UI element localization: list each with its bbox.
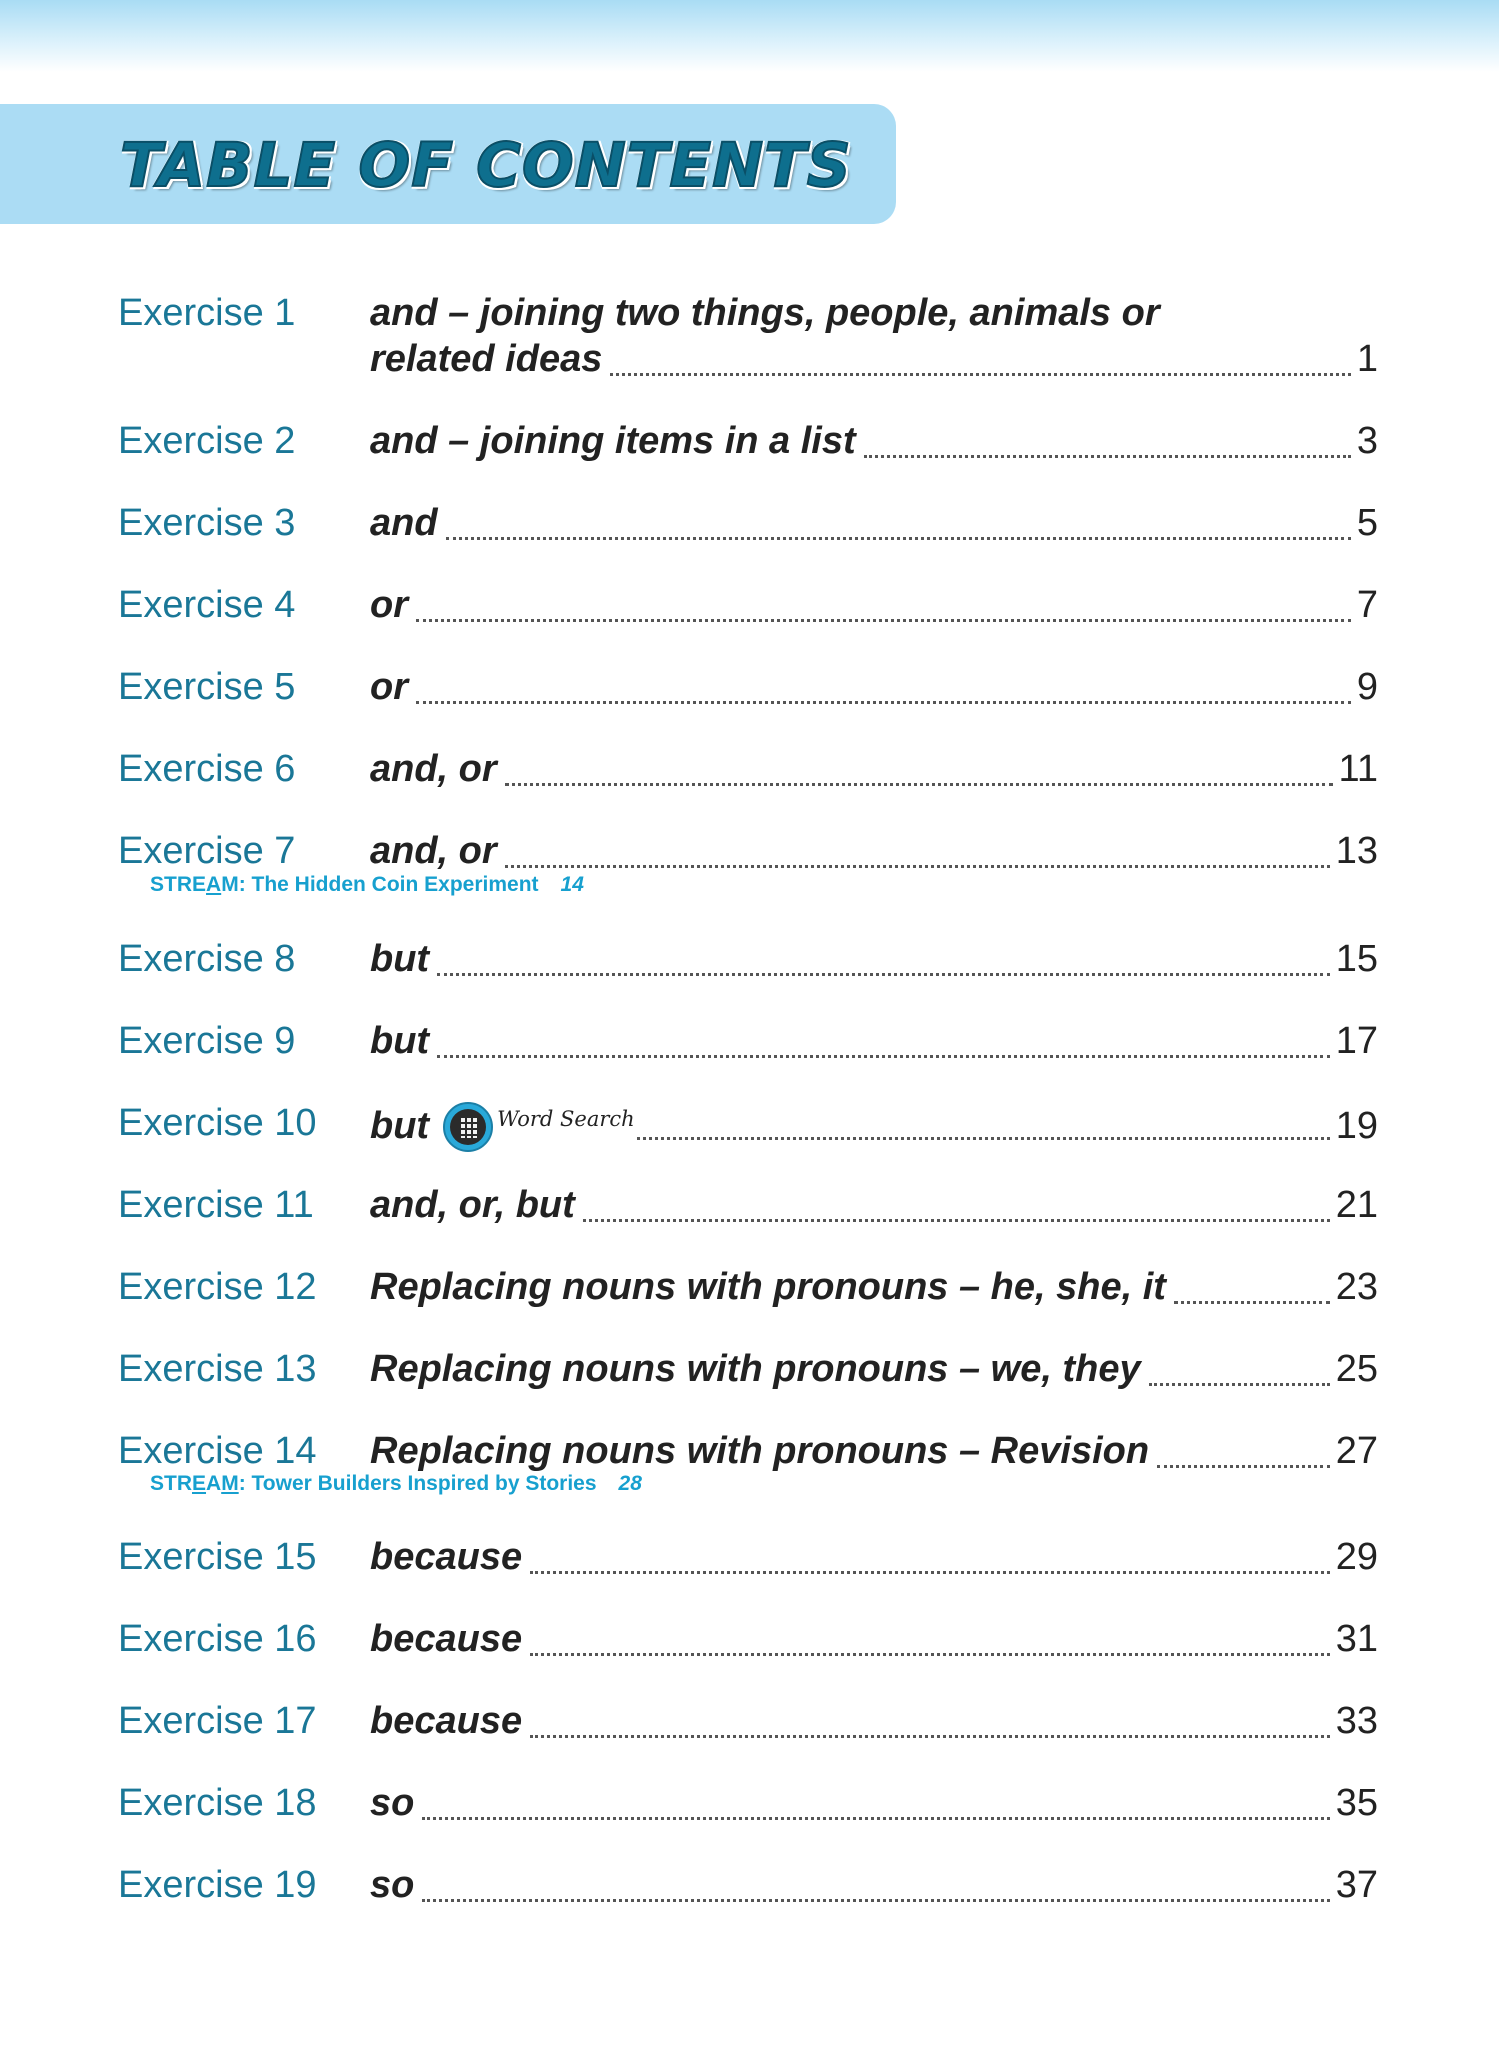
topic-text: because — [370, 1618, 523, 1660]
page-number: 25 — [1335, 1348, 1378, 1390]
page-number: 3 — [1356, 420, 1378, 462]
dot-leader — [1157, 1430, 1330, 1480]
page-number: 5 — [1356, 502, 1378, 544]
toc-entry-4[interactable] — [0, 584, 1499, 634]
stream-underlined: E — [192, 1472, 207, 1495]
topic-text-line1: and – joining two things, people, animals or — [370, 292, 1160, 334]
topic-text: and, or, but — [370, 1184, 575, 1226]
stream-title: : The Hidden Coin Experiment — [238, 873, 539, 896]
dot-leader — [416, 666, 1351, 716]
exercise-label: Exercise 15 — [118, 1536, 317, 1578]
exercise-label: Exercise 9 — [118, 1020, 296, 1062]
page-number: 21 — [1335, 1184, 1378, 1226]
dot-leader — [583, 1184, 1330, 1234]
stream-page-number: 14 — [560, 873, 584, 896]
stream-underlined: A — [206, 873, 222, 896]
toc-entry-8[interactable] — [0, 938, 1499, 988]
topic-text: but — [370, 938, 430, 980]
stream-mid: M — [221, 873, 239, 896]
exercise-label: Exercise 11 — [118, 1184, 314, 1226]
page-number: 31 — [1335, 1618, 1378, 1660]
page-title: TABLE OF CONTENTS — [120, 130, 852, 201]
toc-entry-1[interactable] — [0, 292, 1499, 342]
toc-entry-12[interactable] — [0, 1266, 1499, 1316]
dot-leader — [446, 502, 1351, 552]
dot-leader — [422, 1864, 1329, 1914]
dot-leader — [637, 1102, 1330, 1152]
stream-mid: A — [206, 1472, 222, 1495]
page-number: 33 — [1335, 1700, 1378, 1742]
topic-text: and, or — [370, 748, 497, 790]
page-number: 19 — [1335, 1105, 1378, 1147]
topic-text: because — [370, 1536, 523, 1578]
toc-entry-17[interactable] — [0, 1700, 1499, 1750]
stream-title: : Tower Builders Inspired by Stories — [238, 1472, 597, 1495]
stream-prefix: STRE — [150, 873, 207, 896]
toc-entry-2[interactable] — [0, 420, 1499, 470]
exercise-label: Exercise 5 — [118, 666, 296, 708]
topic-text: but — [370, 1020, 430, 1062]
topic-text: and — [370, 502, 438, 544]
page-number: 29 — [1335, 1536, 1378, 1578]
stream-note-2[interactable] — [150, 1472, 642, 1496]
page-number: 11 — [1338, 748, 1378, 790]
exercise-label: Exercise 19 — [118, 1864, 317, 1906]
page-number: 13 — [1335, 830, 1378, 872]
page-number: 7 — [1356, 584, 1378, 626]
dot-leader — [416, 584, 1351, 634]
topic-text: related ideas — [370, 338, 603, 380]
page-number: 27 — [1335, 1430, 1378, 1472]
dot-leader — [437, 1020, 1330, 1070]
topic-text: Replacing nouns with pronouns – Revision — [370, 1430, 1150, 1472]
word-search-badge — [443, 1102, 635, 1152]
page-number: 9 — [1356, 666, 1378, 708]
exercise-label: Exercise 6 — [118, 748, 296, 790]
exercise-label: Exercise 4 — [118, 584, 296, 626]
exercise-label: Exercise 10 — [118, 1102, 317, 1144]
word-search-icon — [443, 1102, 493, 1152]
topic-text: because — [370, 1700, 523, 1742]
exercise-label: Exercise 16 — [118, 1618, 317, 1660]
page-number: 35 — [1335, 1782, 1378, 1824]
topic-text: so — [370, 1864, 415, 1906]
topic-text: and, or — [370, 830, 497, 872]
topic-text: Replacing nouns with pronouns – he, she, it — [370, 1266, 1166, 1308]
toc-entry-1-line2[interactable] — [0, 338, 1499, 388]
toc-entry-3[interactable] — [0, 502, 1499, 552]
dot-leader — [422, 1782, 1329, 1832]
stream-prefix: STR — [150, 1472, 192, 1495]
topic-text: and – joining items in a list — [370, 420, 856, 462]
toc-entry-15[interactable] — [0, 1536, 1499, 1586]
stream-page-number: 28 — [618, 1472, 642, 1495]
stream-note-1[interactable] — [150, 873, 584, 897]
dot-leader — [864, 420, 1351, 470]
page-number: 37 — [1335, 1864, 1378, 1906]
dot-leader — [530, 1700, 1330, 1750]
exercise-label: Exercise 12 — [118, 1266, 317, 1308]
word-search-label: Word Search — [497, 1107, 635, 1131]
dot-leader — [505, 830, 1330, 880]
toc-entry-5[interactable] — [0, 666, 1499, 716]
topic-text: or — [370, 584, 408, 626]
page-number: 15 — [1335, 938, 1378, 980]
toc-entry-10[interactable] — [0, 1102, 1499, 1152]
toc-entry-19[interactable] — [0, 1864, 1499, 1914]
dot-leader — [437, 938, 1330, 988]
exercise-label: Exercise 17 — [118, 1700, 317, 1742]
dot-leader — [1174, 1266, 1330, 1316]
stream-underlined-2: M — [221, 1472, 239, 1495]
page-number: 17 — [1335, 1020, 1378, 1062]
topic-text: but — [370, 1105, 430, 1147]
toc-entry-11[interactable] — [0, 1184, 1499, 1234]
dot-leader — [530, 1618, 1330, 1668]
topic-text: so — [370, 1782, 415, 1824]
exercise-label: Exercise 8 — [118, 938, 296, 980]
topic-text: or — [370, 666, 408, 708]
exercise-label: Exercise 2 — [118, 420, 296, 462]
exercise-label: Exercise 13 — [118, 1348, 317, 1390]
dot-leader — [505, 748, 1333, 798]
page-number: 1 — [1356, 338, 1378, 380]
exercise-label: Exercise 7 — [118, 830, 296, 872]
page-number: 23 — [1335, 1266, 1378, 1308]
toc-entry-16[interactable] — [0, 1618, 1499, 1668]
dot-leader — [1149, 1348, 1330, 1398]
toc-entry-13[interactable] — [0, 1348, 1499, 1398]
toc-entry-18[interactable] — [0, 1782, 1499, 1832]
toc-entry-9[interactable] — [0, 1020, 1499, 1070]
dot-leader — [610, 338, 1351, 388]
topic-text: Replacing nouns with pronouns – we, they — [370, 1348, 1141, 1390]
exercise-label: Exercise 18 — [118, 1782, 317, 1824]
exercise-label: Exercise 3 — [118, 502, 296, 544]
exercise-label: Exercise 1 — [118, 292, 296, 334]
dot-leader — [530, 1536, 1330, 1586]
exercise-label: Exercise 14 — [118, 1430, 317, 1472]
toc-entry-6[interactable] — [0, 748, 1499, 798]
